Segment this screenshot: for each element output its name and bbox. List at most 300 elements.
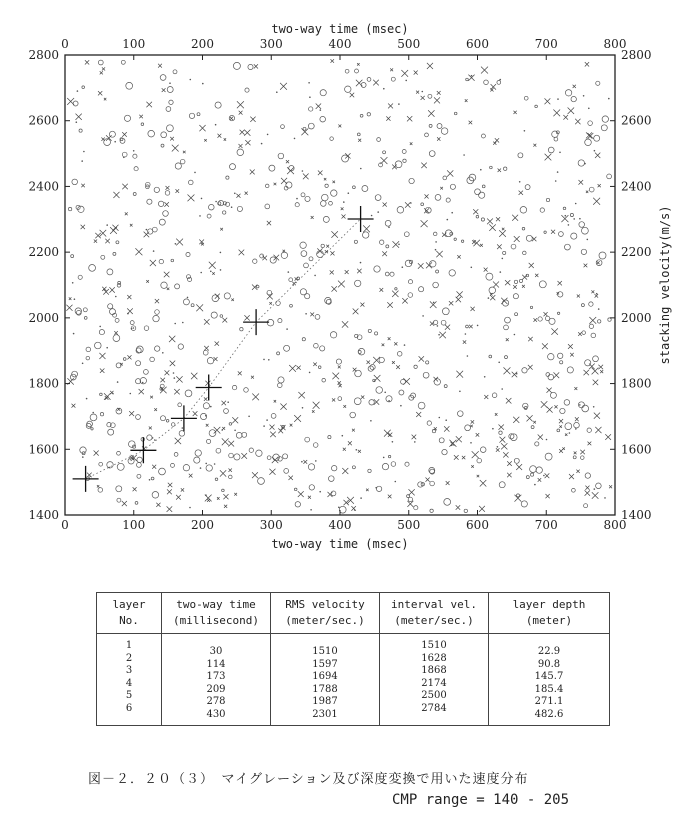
semblance-cross (575, 119, 580, 124)
semblance-dot (115, 296, 117, 298)
semblance-circle (189, 113, 194, 118)
semblance-cross (472, 451, 479, 458)
semblance-cross (554, 405, 557, 408)
semblance-circle (490, 166, 493, 169)
semblance-dot (594, 150, 596, 152)
semblance-circle (587, 428, 591, 432)
semblance-dot (438, 334, 440, 336)
semblance-dot (500, 271, 502, 273)
semblance-circle (379, 357, 384, 362)
semblance-circle (385, 220, 391, 226)
semblance-cross (311, 216, 314, 219)
semblance-dot (81, 160, 83, 162)
semblance-circle (286, 182, 292, 188)
semblance-circle (209, 204, 215, 210)
semblance-cross (421, 163, 427, 169)
semblance-circle (99, 330, 104, 335)
semblance-dot (354, 509, 356, 511)
semblance-circle (557, 312, 559, 314)
semblance-circle (388, 455, 390, 457)
semblance-circle (304, 263, 309, 268)
semblance-cross (181, 488, 184, 491)
semblance-circle (144, 326, 149, 331)
semblance-dot (248, 416, 250, 418)
semblance-circle (354, 398, 361, 405)
semblance-cross (565, 434, 567, 436)
semblance-cross (586, 191, 588, 193)
semblance-circle (535, 105, 538, 108)
semblance-circle (548, 147, 554, 153)
semblance-circle (538, 317, 542, 321)
semblance-cross (350, 93, 355, 98)
semblance-circle (428, 94, 432, 98)
y-tick-label-right: 2800 (621, 48, 652, 62)
semblance-cross (239, 250, 245, 256)
semblance-cross (551, 328, 558, 334)
semblance-circle (482, 185, 485, 188)
semblance-cross (130, 224, 133, 227)
header-time: two-way time (millisecond) (162, 593, 271, 634)
semblance-dot (74, 298, 76, 300)
velocity-pick-marker (73, 466, 99, 492)
layer-table (96, 592, 610, 726)
semblance-circle (429, 124, 432, 127)
semblance-circle (545, 316, 549, 320)
semblance-cross (220, 470, 226, 476)
semblance-circle (367, 113, 370, 116)
semblance-circle (159, 468, 166, 475)
y-tick-label-right: 1400 (621, 508, 652, 522)
semblance-circle (481, 134, 485, 138)
semblance-circle (330, 137, 334, 141)
semblance-circle (504, 167, 507, 170)
semblance-dot (99, 326, 101, 328)
semblance-cross (72, 404, 76, 408)
semblance-cross (585, 62, 589, 66)
semblance-cross (313, 363, 317, 367)
semblance-circle (134, 167, 138, 171)
semblance-dot (519, 181, 521, 183)
semblance-cross (98, 91, 102, 95)
semblance-circle (229, 453, 234, 458)
semblance-dot (383, 457, 385, 459)
semblance-cross (209, 262, 216, 269)
semblance-circle (563, 207, 566, 210)
semblance-circle (550, 392, 556, 398)
semblance-cross (580, 450, 585, 455)
semblance-cross (579, 180, 584, 185)
semblance-cross (490, 88, 493, 91)
semblance-dot (77, 90, 79, 92)
semblance-cross (244, 315, 249, 320)
semblance-cross (189, 474, 193, 478)
semblance-dot (205, 463, 207, 465)
semblance-cross (533, 421, 536, 424)
semblance-circle (546, 198, 549, 201)
semblance-circle (480, 447, 486, 453)
semblance-circle (237, 206, 242, 211)
semblance-dot (342, 435, 344, 437)
figure-caption: 図－２．２０（３） マイグレーション及び深度変換で用いた速度分布 (88, 772, 529, 787)
semblance-cross (512, 372, 518, 378)
semblance-circle (574, 422, 580, 428)
semblance-cross (102, 67, 105, 70)
semblance-circle (322, 194, 329, 201)
semblance-circle (565, 90, 571, 96)
semblance-cross (384, 430, 391, 437)
semblance-circle (173, 70, 177, 74)
semblance-dot (199, 215, 201, 217)
semblance-cross (471, 307, 475, 311)
semblance-cross (231, 299, 234, 302)
semblance-dot (439, 417, 441, 419)
semblance-cross (176, 376, 182, 382)
semblance-circle (503, 300, 509, 306)
semblance-dot (447, 219, 449, 221)
semblance-circle (320, 116, 326, 122)
semblance-dot (153, 250, 155, 252)
semblance-circle (607, 174, 612, 179)
semblance-circle (160, 75, 166, 81)
semblance-cross (196, 304, 203, 311)
semblance-cross (144, 232, 150, 238)
semblance-cross (270, 432, 276, 438)
semblance-cross (191, 373, 197, 379)
semblance-circle (390, 272, 394, 276)
semblance-cross (382, 251, 387, 256)
semblance-dot (437, 325, 439, 327)
semblance-cross (139, 389, 144, 394)
semblance-circle (207, 214, 211, 218)
y-tick-label-right: 2600 (621, 113, 652, 128)
semblance-dot (263, 359, 265, 361)
semblance-cross (252, 394, 259, 401)
semblance-dot (83, 151, 85, 153)
semblance-cross (342, 321, 348, 327)
semblance-cross (239, 111, 243, 115)
semblance-circle (269, 165, 275, 171)
semblance-cross (154, 408, 157, 411)
semblance-dot (484, 376, 486, 378)
semblance-dot (543, 475, 545, 477)
semblance-cross (262, 256, 267, 261)
semblance-circle (397, 352, 402, 357)
semblance-cross (402, 298, 407, 303)
y-tick-label-left: 2200 (28, 245, 59, 260)
semblance-cross (150, 396, 153, 399)
semblance-dot (573, 218, 575, 220)
semblance-cross (353, 309, 359, 315)
semblance-cross (250, 117, 255, 122)
semblance-cross (388, 104, 393, 109)
semblance-circle (86, 356, 90, 360)
semblance-cross (563, 115, 568, 120)
velocity-pick-marker (348, 206, 374, 232)
semblance-cross (172, 145, 179, 152)
semblance-circle (367, 78, 371, 82)
semblance-cross (456, 371, 463, 378)
semblance-cross (426, 478, 430, 482)
semblance-circle (98, 60, 103, 65)
semblance-circle (439, 438, 444, 443)
y-tick-label-left: 2600 (28, 113, 59, 128)
semblance-cross (127, 355, 131, 359)
semblance-cross (204, 397, 208, 401)
semblance-circle (84, 317, 87, 320)
semblance-circle (418, 402, 425, 409)
semblance-circle (458, 411, 464, 417)
semblance-circle (585, 360, 591, 366)
semblance-circle (98, 488, 103, 493)
semblance-circle (313, 443, 318, 448)
semblance-circle (281, 252, 287, 258)
semblance-circle (517, 494, 520, 497)
semblance-cross (158, 64, 162, 68)
semblance-cross (374, 375, 381, 382)
semblance-cross (269, 302, 272, 305)
semblance-circle (355, 280, 361, 286)
semblance-cross (330, 251, 334, 255)
semblance-cross (122, 501, 127, 506)
semblance-circle (308, 464, 314, 470)
semblance-circle (167, 87, 173, 93)
semblance-circle (295, 502, 300, 507)
semblance-cross (122, 132, 127, 137)
semblance-cross (338, 125, 341, 128)
semblance-circle (454, 112, 457, 115)
semblance-cross (501, 298, 507, 304)
semblance-circle (504, 325, 509, 330)
semblance-dot (267, 134, 269, 136)
semblance-cross (129, 411, 134, 416)
semblance-circle (596, 81, 600, 85)
semblance-cross (332, 398, 335, 401)
semblance-circle (548, 354, 554, 360)
semblance-circle (133, 193, 136, 196)
semblance-cross (514, 236, 520, 242)
semblance-circle (86, 423, 91, 428)
semblance-cross (343, 448, 346, 451)
semblance-cross (290, 424, 293, 427)
semblance-dot (405, 80, 407, 82)
semblance-cross (133, 487, 137, 491)
semblance-cross (533, 144, 536, 147)
semblance-cross (444, 426, 449, 431)
semblance-circle (338, 397, 342, 401)
semblance-circle (557, 429, 560, 432)
semblance-circle (83, 308, 87, 312)
semblance-circle (281, 125, 285, 129)
semblance-dot (173, 372, 175, 374)
semblance-cross (506, 398, 512, 404)
semblance-cross (559, 419, 563, 423)
semblance-cross (303, 174, 309, 180)
semblance-cross (490, 295, 495, 300)
semblance-cross (224, 505, 227, 508)
semblance-cross (94, 240, 97, 243)
semblance-cross (545, 154, 552, 161)
semblance-dot (579, 218, 581, 220)
semblance-cross (569, 474, 574, 479)
semblance-dot (498, 362, 500, 364)
semblance-dot (583, 95, 585, 97)
semblance-cross (574, 387, 577, 390)
semblance-circle (489, 355, 492, 358)
semblance-circle (194, 457, 200, 463)
semblance-circle (419, 287, 424, 292)
semblance-cross (392, 291, 398, 297)
semblance-cross (326, 245, 329, 248)
semblance-cross (456, 436, 462, 442)
semblance-cross (437, 137, 440, 140)
semblance-cross (541, 401, 548, 408)
semblance-circle (101, 255, 105, 259)
semblance-dot (309, 96, 311, 98)
semblance-cross (553, 110, 560, 117)
semblance-cross (294, 415, 301, 422)
semblance-dot (524, 130, 526, 132)
semblance-dot (569, 432, 571, 434)
semblance-cross (598, 184, 601, 187)
semblance-dot (268, 359, 270, 361)
semblance-circle (585, 473, 590, 478)
semblance-dot (501, 388, 503, 390)
semblance-circle (278, 319, 282, 323)
semblance-circle (206, 465, 212, 471)
semblance-cross (527, 415, 533, 421)
semblance-cross (100, 71, 103, 74)
semblance-circle (582, 227, 589, 234)
semblance-dot (422, 315, 424, 317)
semblance-circle (325, 184, 328, 187)
semblance-cross (125, 212, 128, 215)
x-tick-label-top: 500 (397, 37, 421, 51)
semblance-circle (178, 403, 182, 407)
semblance-dot (130, 393, 132, 395)
semblance-dot (314, 275, 316, 277)
semblance-circle (441, 128, 448, 135)
semblance-dot (402, 266, 404, 268)
semblance-circle (175, 163, 181, 169)
semblance-circle (376, 486, 381, 491)
semblance-circle (174, 453, 178, 457)
semblance-circle (518, 153, 523, 158)
semblance-cross (501, 443, 507, 449)
semblance-cross (333, 181, 336, 184)
semblance-cross (224, 138, 226, 140)
semblance-circle (443, 176, 447, 180)
semblance-circle (454, 238, 456, 240)
semblance-cross (332, 286, 337, 291)
semblance-cross (538, 435, 543, 440)
semblance-cross (254, 64, 258, 68)
semblance-circle (329, 201, 333, 205)
semblance-circle (191, 304, 194, 307)
semblance-circle (320, 346, 325, 351)
semblance-circle (161, 132, 167, 138)
semblance-circle (320, 90, 326, 96)
semblance-circle (161, 416, 166, 421)
semblance-circle (151, 477, 154, 480)
x-axis-title-top: two-way time (msec) (271, 22, 409, 36)
semblance-cross (345, 270, 349, 274)
semblance-cross (272, 457, 279, 463)
semblance-circle (187, 275, 191, 279)
semblance-circle (558, 353, 563, 358)
semblance-cross (193, 411, 198, 416)
semblance-circle (171, 259, 174, 262)
x-axis-title-bottom: two-way time (msec) (271, 537, 409, 551)
y-tick-label-right: 1600 (621, 442, 652, 457)
semblance-circle (513, 294, 518, 299)
semblance-circle (442, 308, 449, 315)
semblance-cross (274, 400, 276, 403)
semblance-circle (207, 358, 213, 364)
semblance-circle (100, 413, 103, 416)
semblance-circle (525, 185, 530, 190)
semblance-cross (473, 240, 480, 247)
semblance-cross (471, 465, 474, 468)
semblance-cross (339, 384, 342, 387)
semblance-circle (220, 315, 223, 318)
semblance-circle (197, 113, 200, 116)
semblance-circle (80, 447, 86, 453)
semblance-dot (200, 467, 202, 469)
semblance-cross (250, 170, 255, 175)
semblance-circle (414, 365, 417, 368)
semblance-cross (386, 116, 390, 120)
semblance-dot (266, 419, 268, 421)
col-rms-values: 1510 1597 1694 1788 1987 2301 (271, 634, 380, 726)
semblance-cross (513, 285, 517, 289)
semblance-circle (397, 207, 404, 214)
semblance-circle (535, 442, 539, 446)
semblance-cross (150, 260, 156, 266)
semblance-cross (204, 139, 206, 141)
semblance-circle (559, 232, 564, 237)
semblance-cross (343, 405, 346, 408)
semblance-cross (484, 268, 488, 272)
semblance-cross (168, 483, 173, 487)
semblance-circle (148, 229, 153, 234)
semblance-dot (593, 406, 595, 408)
semblance-cross (228, 441, 234, 447)
semblance-cross (496, 217, 500, 221)
semblance-circle (186, 252, 190, 256)
semblance-dot (356, 449, 358, 451)
semblance-dot (146, 229, 148, 231)
semblance-circle (267, 456, 271, 460)
semblance-circle (108, 429, 114, 435)
semblance-cross (493, 282, 499, 288)
semblance-dot (360, 262, 362, 264)
semblance-circle (137, 474, 141, 478)
semblance-circle (433, 282, 439, 288)
semblance-cross (324, 178, 326, 180)
semblance-circle (375, 332, 378, 335)
semblance-cross (278, 428, 283, 433)
semblance-circle (511, 244, 516, 249)
semblance-dot (383, 88, 385, 90)
x-tick-label-top: 700 (534, 37, 558, 51)
semblance-cross (270, 425, 275, 430)
semblance-cross (328, 492, 333, 497)
semblance-cross (360, 303, 364, 307)
semblance-circle (121, 60, 125, 64)
semblance-cross (414, 71, 418, 75)
semblance-circle (211, 312, 217, 318)
semblance-cross (477, 475, 480, 477)
